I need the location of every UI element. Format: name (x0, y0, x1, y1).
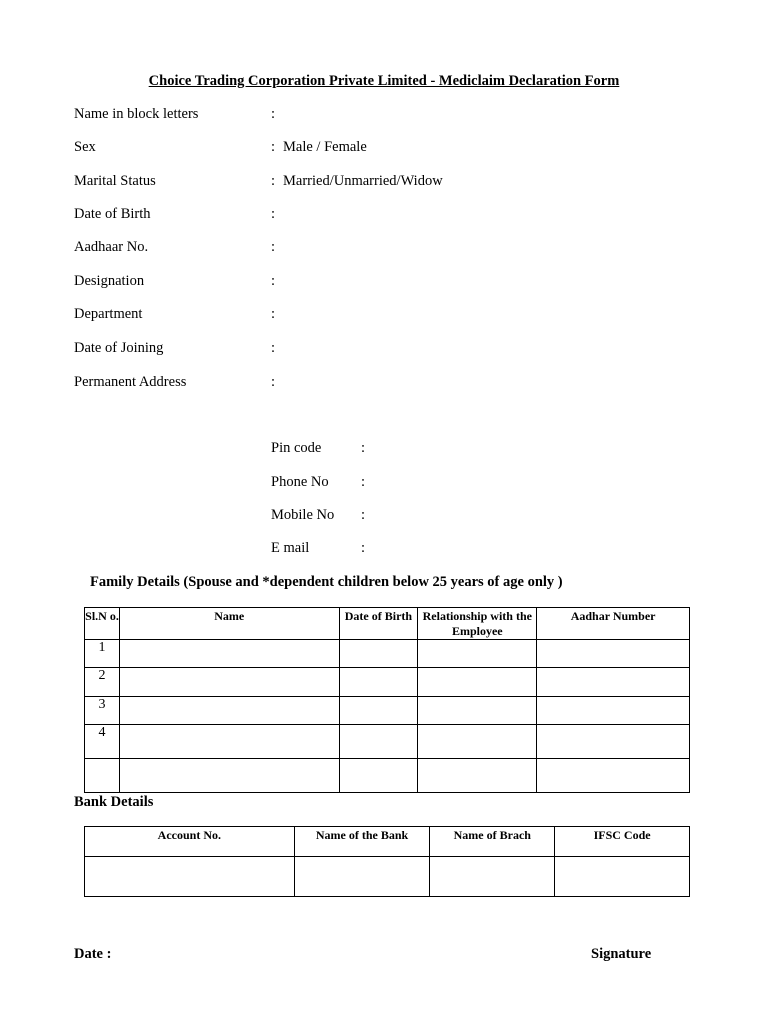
row-number: 1 (85, 640, 120, 668)
field-label-aadhaar: Aadhaar No. (74, 239, 149, 255)
contact-label-email: E mail (271, 540, 310, 556)
name-cell[interactable] (119, 725, 339, 759)
dob-cell[interactable] (339, 725, 418, 759)
contact-colon: : (361, 440, 366, 456)
field-colon: : (271, 173, 276, 189)
field-value-sex: Male / Female (283, 139, 367, 155)
dob-cell[interactable] (339, 697, 418, 725)
contact-label-pin-code: Pin code (271, 440, 322, 456)
table-header-row (85, 608, 690, 640)
field-label-date-of-birth: Date of Birth (74, 206, 151, 222)
name-cell[interactable] (119, 640, 339, 668)
contact-colon: : (361, 474, 366, 490)
row-number (85, 759, 120, 793)
table-row (85, 640, 690, 668)
aadhar-cell[interactable] (537, 725, 690, 759)
dob-cell[interactable] (339, 759, 418, 793)
contact-colon: : (361, 540, 366, 556)
relationship-cell[interactable] (418, 697, 537, 725)
field-colon: : (271, 206, 276, 222)
field-label-marital-status: Marital Status (74, 173, 156, 189)
family-details-heading: Family Details (Spouse and *dependent children below 25 years of age only ) (90, 574, 563, 590)
relationship-cell[interactable] (418, 640, 537, 668)
table-row (85, 697, 690, 725)
column-header-relationship: Relationship with the Employee (418, 608, 537, 640)
row-number: 2 (85, 668, 120, 697)
name-cell[interactable] (119, 697, 339, 725)
table-row (85, 725, 690, 759)
contact-label-mobile: Mobile No (271, 507, 335, 523)
aadhar-cell[interactable] (537, 759, 690, 793)
field-label-name: Name in block letters (74, 106, 199, 122)
column-header-aadhar-number: Aadhar Number (537, 608, 690, 640)
column-header-sl-no: Sl.N o. (85, 608, 120, 640)
column-header-date-of-birth: Date of Birth (339, 608, 418, 640)
row-number: 4 (85, 725, 120, 759)
field-colon: : (271, 139, 276, 155)
column-header-ifsc-code: IFSC Code (555, 827, 690, 857)
field-label-designation: Designation (74, 273, 145, 289)
bank-name-cell[interactable] (294, 857, 430, 897)
field-colon: : (271, 239, 276, 255)
field-value-marital-status: Married/Unmarried/Widow (283, 173, 443, 189)
row-number: 3 (85, 697, 120, 725)
field-label-date-of-joining: Date of Joining (74, 340, 164, 356)
field-colon: : (271, 340, 276, 356)
bank-details-table (84, 826, 690, 897)
column-header-account-no: Account No. (85, 827, 295, 857)
column-header-name: Name (119, 608, 339, 640)
contact-colon: : (361, 507, 366, 523)
contact-label-phone: Phone No (271, 474, 329, 490)
table-row (85, 857, 690, 897)
dob-cell[interactable] (339, 640, 418, 668)
ifsc-code-cell[interactable] (555, 857, 690, 897)
field-colon: : (271, 106, 276, 122)
account-no-cell[interactable] (85, 857, 295, 897)
field-colon: : (271, 273, 276, 289)
relationship-cell[interactable] (418, 725, 537, 759)
field-label-sex: Sex (74, 139, 96, 155)
table-row (85, 668, 690, 697)
relationship-cell[interactable] (418, 759, 537, 793)
table-row (85, 759, 690, 793)
field-label-department: Department (74, 306, 143, 322)
column-header-branch-name: Name of Brach (430, 827, 555, 857)
field-label-permanent-address: Permanent Address (74, 374, 187, 390)
name-cell[interactable] (119, 759, 339, 793)
aadhar-cell[interactable] (537, 668, 690, 697)
name-cell[interactable] (119, 668, 339, 697)
bank-details-heading: Bank Details (74, 794, 154, 810)
aadhar-cell[interactable] (537, 640, 690, 668)
branch-name-cell[interactable] (430, 857, 555, 897)
field-colon: : (271, 306, 276, 322)
date-label: Date : (74, 946, 112, 962)
table-header-row (85, 827, 690, 857)
dob-cell[interactable] (339, 668, 418, 697)
form-title: Choice Trading Corporation Private Limited - Mediclaim Declaration Form (148, 73, 620, 89)
family-details-table (84, 607, 690, 793)
aadhar-cell[interactable] (537, 697, 690, 725)
signature-label: Signature (591, 946, 652, 962)
column-header-bank-name: Name of the Bank (294, 827, 430, 857)
relationship-cell[interactable] (418, 668, 537, 697)
field-colon: : (271, 374, 276, 390)
